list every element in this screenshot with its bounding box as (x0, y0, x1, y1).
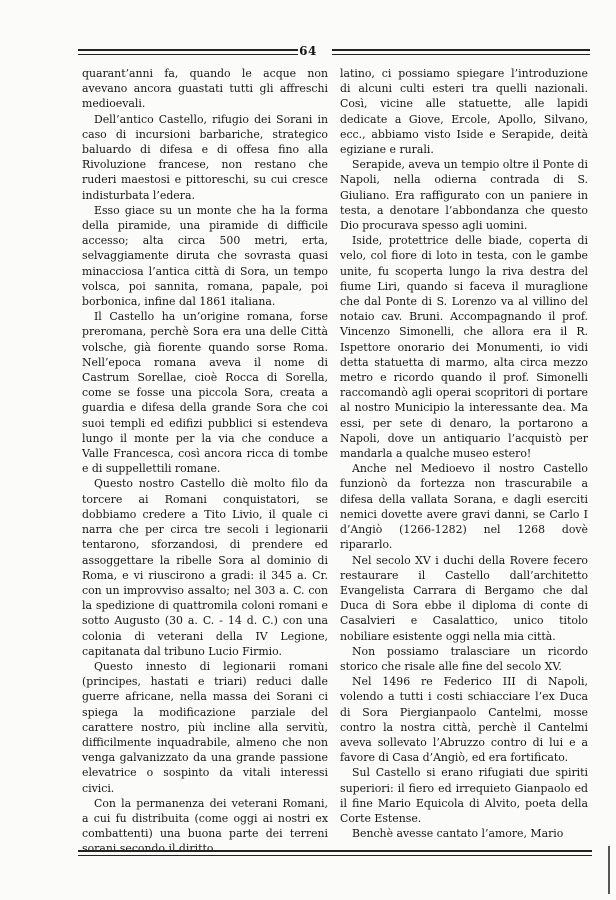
paragraph: Questo nostro Castello diè molto filo da torcere ai Romani conquistatori, se dobbiamo credere a Tito Livio, il quale ci narra che per circa tre secoli i legionarii tentarono, sforzandosi, di prendere ed assoggettare la ribelle Sora al dominio di Roma, e vi riuscirono a gradi: il 345 a. Cr. con un improvviso assalto; nel 303 a. C. con la spedizione di quattromila coloni romani e sotto Augusto (30 a. C. - 14 d. C.) con una colonia di veterani della IV Legione, capitanata dal tribuno Lucio Firmio. (82, 477, 328, 658)
page-edge-mark (608, 846, 610, 894)
paragraph: quarant’anni fa, quando le acque non avevano ancora guastati tutti gli affreschi medioevali. (82, 67, 328, 111)
paragraph: Non possiamo tralasciare un ricordo storico che risale alle fine del secolo XV. (340, 644, 588, 673)
paragraph: Questo innesto di legionarii romani (principes, hastati e triari) reduci dalle guerre africane, nella massa dei Sorani ci spiega la modificazione parziale del carattere nostro, più incline alla servitù, difficilmente inquadrabile, almeno che non venga galvanizzato da una grande passione elevatrice o sospinto da vitali interessi civici. (82, 659, 328, 795)
paragraph: Esso giace su un monte che ha la forma della piramide, una piramide di difficile accesso; alta circa 500 metri, erta, selvaggiamente diruta che sovrasta quasi minacciosa l’antica città di Sora, un tempo volsca, poi sannita, romana, papale, poi borbonica, infine dal 1861 italiana. (82, 203, 328, 309)
paragraph: Serapide, aveva un tempio oltre il Ponte di Napoli, nella odierna contrada di S. Giuliano. Era raffigurato con un paniere in testa, a denotare l’abbondanza che questo Dio procurava spesso agli uomini. (340, 158, 588, 233)
paragraph: Dell’antico Castello, rifugio dei Sorani in caso di incursioni barbariche, strategico baluardo di difesa e di offesa fino alla Rivoluzione francese, non restano che ruderi maestosi e pittoreschi, su cui cresce indisturbata l’edera. (82, 112, 328, 202)
footer-rule-thin (78, 855, 592, 856)
paragraph: Anche nel Medioevo il nostro Castello funzionò da fortezza non trascurabile a difesa della vallata Sorana, e dagli eserciti nemici dovette avere gravi danni, se Carlo I d’Angiò (1266-1282) nel 1268 dovè ripararlo. (340, 462, 588, 552)
paragraph: Benchè avesse cantato l’amore, Mario (352, 827, 564, 841)
left-column (82, 66, 328, 857)
paragraph: latino, ci possiamo spiegare l’introduzione di alcuni culti esteri tra quelli nazionali. Così, vicine alle statuette, alle lapidi dedicate a Giove, Ercole, Apollo, Silvano, ecc., abbiamo visto Iside e Serapide, deità egiziane e rurali. (340, 67, 588, 157)
paragraph: Il Castello ha un’origine romana, forse preromana, perchè Sora era una delle Città volsche, già fiorente quando sorse Roma. Nell’epoca romana aveva il nome di Castrum Sorellae, cioè Rocca di Sorella, come se fosse una piccola Sora, creata a guardia e difesa della grande Sora che coi suoi templi ed edifizi pubblici si estendeva lungo il monte per la via che conduce a Valle Francesca, così ancora ricca di tombe e di suppellettili romane. (82, 310, 328, 476)
paragraph: Nel secolo XV i duchi della Rovere fecero restaurare il Castello dall’architetto Evangelista Carrara di Bergamo che dal Duca di Sora ebbe il diploma di conte di Casalvieri e Casalattico, unico titolo nobiliare esistente oggi nella mia città. (340, 553, 588, 643)
paragraph: Con la permanenza dei veterani Romani, a cui fu distribuita (come oggi ai nostri ex combattenti) una buona parte dei terreni sorani secondo il diritto (82, 796, 328, 856)
right-column (340, 66, 588, 841)
paragraph: Nel 1496 re Federico III di Napoli, volendo a tutti i costi schiacciare l’ex Duca di Sora Piergianpaolo Cantelmi, mosse contro la nostra città, perchè il Cantelmi aveva sollevato l’Abruzzo contro di lui e a favore di Casa d’Angiò, ed era fortificato. (340, 675, 588, 765)
paragraph: Iside, protettrice delle biade, coperta di velo, col fiore di loto in testa, con le gambe unite, fu scoperta lungo la riva destra del fiume Liri, quando si faceva il muraglione che dal Ponte di S. Lorenzo va al villino del notaio cav. Bruni. Accompagnando il prof. Vincenzo Simonelli, che allora era il R. Ispettore onorario dei Monumenti, io vidi detta statuetta di marmo, alta circa mezzo metro e ricordo quando il prof. Simonelli raccomandò agli operai scopritori di portare al nostro Municipio la interessante dea. Ma essi, per sete di denaro, la portarono a Napoli, dove un antiquario l’acquistò per mandarla a qualche museo estero! (340, 234, 588, 461)
page-number: 64 (299, 44, 317, 58)
footer-rule-thick (78, 850, 592, 852)
paragraph: Sul Castello si erano rifugiati due spiriti superiori: il fiero ed irrequieto Gianpaolo ed il fine Mario Equicola di Alvito, poeta della Corte Estense. (340, 766, 588, 825)
